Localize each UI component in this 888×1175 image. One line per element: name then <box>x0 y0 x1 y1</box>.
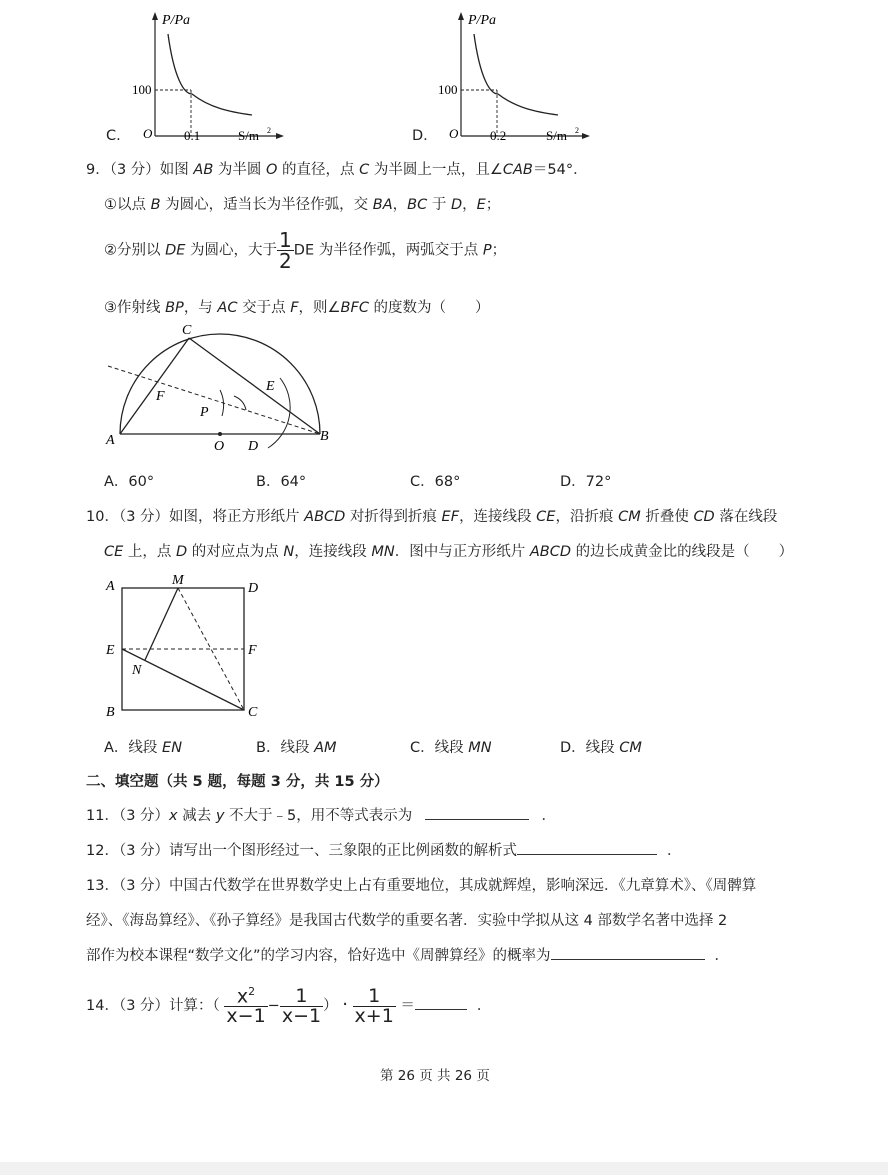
label-p: P <box>200 405 209 420</box>
origin: O <box>449 126 459 141</box>
q9-option-d[interactable]: D．72° <box>560 474 612 490</box>
arc-p2 <box>234 396 246 410</box>
label-o: O <box>214 439 225 454</box>
square-abcd <box>122 588 244 710</box>
label-f: F <box>156 389 165 404</box>
curve <box>168 34 252 115</box>
q9-step3: ③作射线 BP，与 AC 交于点 F，则∠BFC 的度数为（ ） <box>104 300 490 316</box>
q13-line1: 13．（3 分）中国古代数学在世界数学史上占有重要地位，其成就辉煌，影响深远．《九章算术》、《周髀算 <box>86 878 757 894</box>
fraction-one-half: $\frac{1}{2}$ <box>279 228 292 273</box>
x-label: S/m <box>546 128 567 143</box>
q10-option-c[interactable]: C．线段 MN <box>410 740 492 756</box>
q9-figure <box>100 318 340 458</box>
q9-step2: ②分别以 DE 为圆心，大于 $\frac{1}{2}$ DE 为半径作弧，两弧交于点 P； <box>104 228 507 273</box>
center-point-o <box>218 432 222 436</box>
label-b: B <box>106 705 115 720</box>
label-d: D <box>248 439 259 454</box>
q9-option-c[interactable]: C．68° <box>410 474 461 490</box>
x-tick: 0.1 <box>184 128 201 143</box>
q14-fraction-1: $\frac{x^2}{x-1}$ <box>226 984 266 1028</box>
q10-line2: CE 上，点 D 的对应点为点 N，连接线段 MN．图中与正方形纸片 ABCD 的边长成黄金比的线段是（ ） <box>104 544 794 560</box>
segment-cb <box>189 338 320 434</box>
q14-answer-blank[interactable] <box>415 997 467 1010</box>
y-tick: 100 <box>438 82 458 97</box>
label-c: C <box>248 705 258 720</box>
option-c-label: C. <box>106 128 121 144</box>
option-d-label: D. <box>412 128 428 144</box>
q9-option-a[interactable]: A．60° <box>104 474 155 490</box>
curve <box>474 34 558 115</box>
label-b: B <box>320 429 329 444</box>
bottom-gray-strip <box>0 1162 888 1175</box>
graph-c-svg <box>100 8 290 148</box>
label-a: A <box>106 433 115 448</box>
graph-option-d <box>406 8 596 148</box>
q13-answer-blank[interactable] <box>551 947 705 960</box>
label-a: A <box>106 579 115 594</box>
y-tick: 100 <box>132 82 152 97</box>
q11: 11．（3 分）x 减去 y 不大于﹣5，用不等式表示为 ． <box>86 808 557 824</box>
q10-option-a[interactable]: A．线段 EN <box>104 740 183 756</box>
x-tick: 0.2 <box>490 128 507 143</box>
label-d: D <box>248 581 259 596</box>
q13-line3: 部作为校本课程“数学文化”的学习内容，恰好选中《周髀算经》的概率为 ． <box>86 948 730 964</box>
q10-line1: 10．（3 分）如图，将正方形纸片 ABCD 对折得到折痕 EF，连接线段 CE，沿折痕 CM 折叠使 CD 落在线段 <box>86 509 778 525</box>
square-figure <box>100 570 270 722</box>
q14-fraction-2: $\frac{1}{x-1}$ <box>281 984 322 1027</box>
label-m: M <box>172 573 184 588</box>
q9-stem: 9．（3 分）如图 AB 为半圆 O 的直径，点 C 为半圆上一点，且∠CAB＝54°． <box>86 162 588 178</box>
ray-bp <box>108 366 320 434</box>
label-e: E <box>266 379 275 394</box>
label-n: N <box>132 663 142 678</box>
y-label: P/Pa <box>468 13 496 28</box>
q10-option-d[interactable]: D．线段 CM <box>560 740 642 756</box>
y-label: P/Pa <box>162 13 190 28</box>
q10-option-b[interactable]: B．线段 AM <box>256 740 337 756</box>
segment-ce <box>122 649 244 710</box>
x-label: S/m <box>238 128 259 143</box>
semicircle-arc <box>120 334 320 434</box>
section-heading-fill-blank: 二、填空题（共 5 题，每题 3 分，共 15 分） <box>86 774 389 790</box>
label-e: E <box>106 643 115 658</box>
q9-option-b[interactable]: B．64° <box>256 474 307 490</box>
segment-ac <box>120 338 189 434</box>
graph-d-svg <box>406 8 596 148</box>
origin: O <box>143 126 153 141</box>
q12: 12．（3 分）请写出一个图形经过一、三象限的正比例函数的解析式 ． <box>86 843 682 859</box>
q10-figure <box>100 570 270 722</box>
q14-fraction-3: $\frac{1}{x+1}$ <box>354 984 394 1027</box>
label-f: F <box>248 643 257 658</box>
label-c: C <box>182 323 192 338</box>
page-footer: 第 26 页 共 26 页 <box>380 1068 490 1084</box>
q12-answer-blank[interactable] <box>517 842 657 855</box>
semicircle-figure <box>100 318 340 458</box>
x-label-sup: 2 <box>575 126 579 135</box>
q11-answer-blank[interactable] <box>425 807 529 820</box>
graph-option-c <box>100 8 290 148</box>
q9-step1: ①以点 B 为圆心，适当长为半径作弧，交 BA，BC 于 D，E； <box>104 197 501 213</box>
q14: 14．（3 分）计算：（ $\frac{x^2}{x-1}$ − $\frac{1}{x-1}$ ） · $\frac{1}{x+1}$ ＝ ． <box>86 984 492 1028</box>
q13-line2: 经》、《海岛算经》、《孙子算经》是我国古代数学的重要名著．实验中学拟从这 4 部数学名著中选择 2 <box>86 913 728 929</box>
x-label-sup: 2 <box>267 126 271 135</box>
